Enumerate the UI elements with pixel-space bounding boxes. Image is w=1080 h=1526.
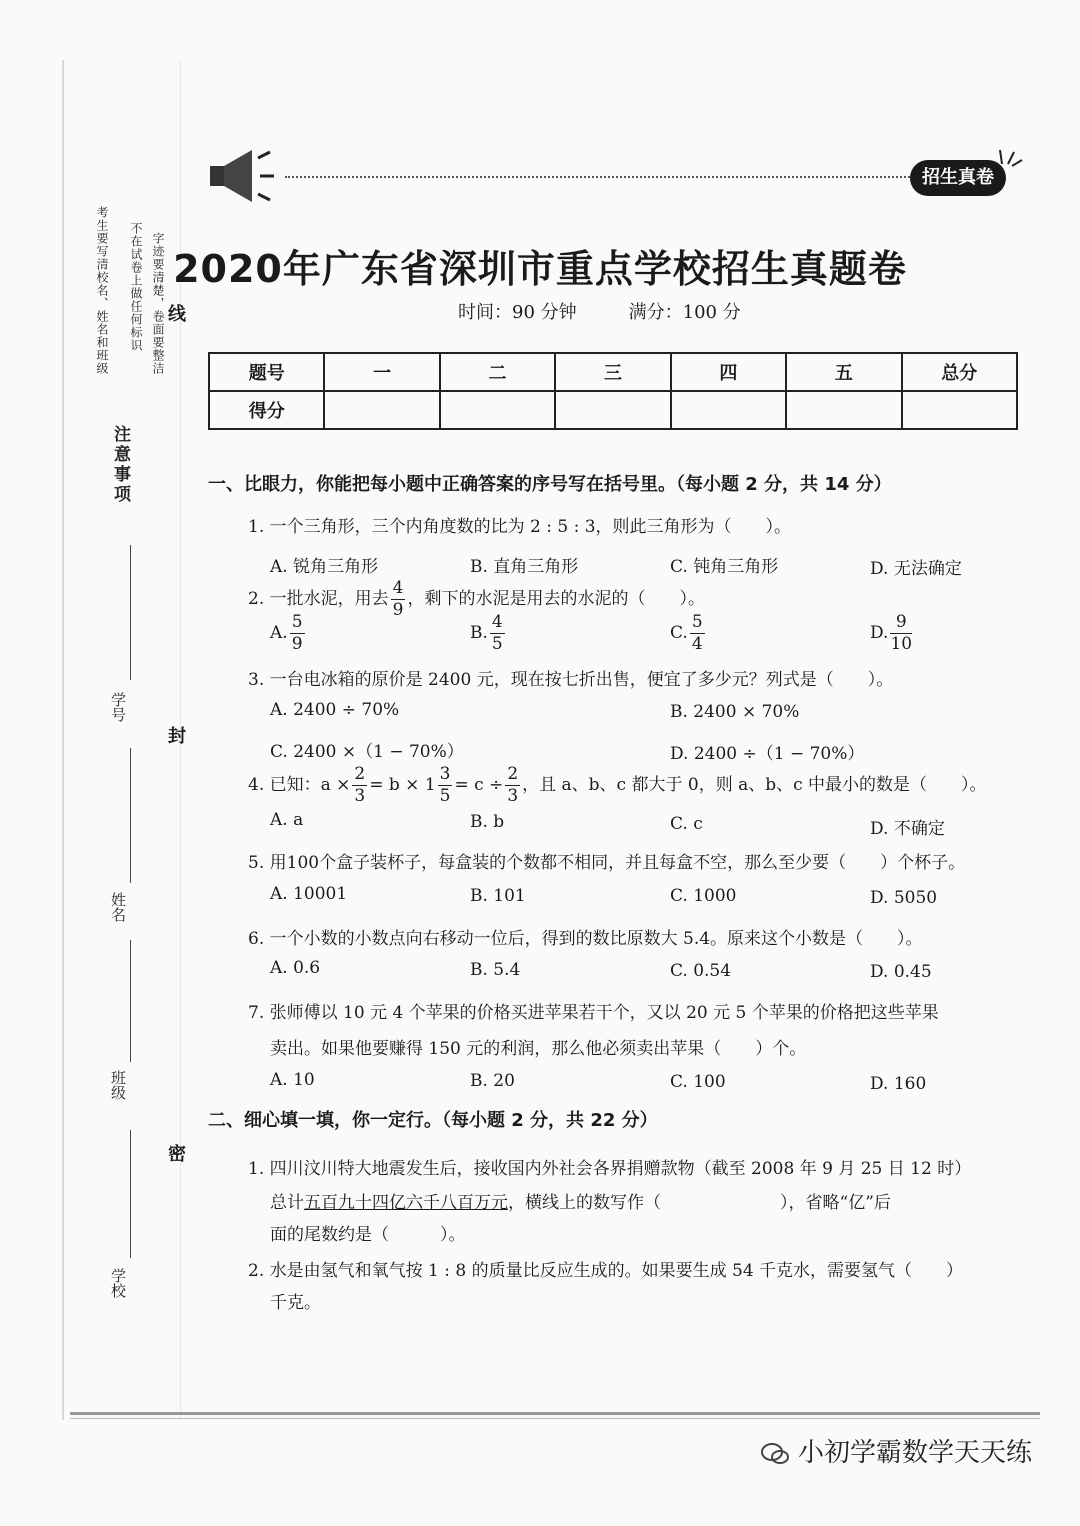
frac-den: 3 [354,786,366,806]
option-label: C. [670,623,688,643]
notes-title: 注意事项 [110,425,130,505]
page-title: 2020年广东省深圳市重点学校招生真题卷 [173,247,907,291]
q2-text-pre: 2. 一批水泥，用去 [248,589,389,609]
q7-option-b[interactable]: B. 20 [470,1071,515,1091]
q7-option-d[interactable]: D. 160 [870,1074,927,1094]
s2-q1-underlined: 五百九十四亿六千八百万元 [304,1193,508,1213]
q2-fraction [391,580,406,619]
score-table [208,352,1018,430]
score-cell: 得分 [209,391,324,429]
frac-den: 5 [439,786,451,806]
q4-option-d[interactable]: D. 不确定 [870,819,945,839]
frac-num: 5 [691,612,703,632]
s2-question-1-line-1: 1. 四川汶川特大地震发生后，接收国内外社会各界捐赠款物（截至 2008 年 9 月 25 日 12 时） [248,1159,972,1179]
q6-option-d[interactable]: D. 0.45 [870,962,932,982]
field-line-student-id [130,545,131,680]
q3-option-d[interactable]: D. 2400 ÷（1 − 70%） [670,744,865,764]
q3-option-a[interactable]: A. 2400 ÷ 70% [270,700,400,720]
q7-option-a[interactable]: A. 10 [270,1070,315,1090]
exam-time: 时间：90 分钟 [458,302,577,323]
seal-char-seal: 封 [168,726,186,747]
question-3: 3. 一台电冰箱的原价是 2400 元，现在按七折出售，便宜了多少元？列式是（ ）。 [248,670,894,690]
q4-fraction-2 [438,766,453,805]
note-line-2: 不在试卷上做任何标识 [129,222,143,352]
field-label-student-id: 学号 [109,692,127,722]
q7-option-c[interactable]: C. 100 [670,1072,726,1092]
q6-option-a[interactable]: A. 0.6 [270,958,321,978]
q4-option-b[interactable]: B. b [470,812,505,832]
s2-question-2-line-2: 千克。 [270,1293,321,1313]
option-fraction [890,614,912,653]
frac-num: 4 [491,612,503,632]
question-1: 1. 一个三角形，三个内角度数的比为 2 : 5 : 3，则此三角形为（ ）。 [248,517,792,537]
q2-option-d[interactable] [870,614,914,653]
q3-option-b[interactable]: B. 2400 × 70% [670,702,800,722]
q4-option-c[interactable]: C. c [670,814,703,834]
option-label: A. [270,623,288,643]
burst-icon [996,146,1024,168]
q5-option-b[interactable]: B. 101 [470,886,526,906]
q4-option-a[interactable]: A. a [270,810,304,830]
option-fraction [490,614,505,653]
field-label-school: 学校 [109,1268,127,1298]
q5-option-c[interactable]: C. 1000 [670,886,737,906]
q1-option-d[interactable]: D. 无法确定 [870,559,962,579]
q1-option-a[interactable]: A. 锐角三角形 [270,557,379,577]
score-cell: 三 [555,353,670,391]
score-input-cell[interactable] [902,391,1017,429]
watermark-text: 小初学霸数学天天练 [798,1438,1033,1468]
score-input-cell[interactable] [440,391,555,429]
q2-option-b[interactable] [470,614,507,653]
score-cell: 总分 [902,353,1017,391]
score-input-cell[interactable] [324,391,439,429]
note-line-1: 考生要写清校名、姓名和班级 [95,206,109,375]
q2-frac-num: 4 [392,578,404,598]
option-fraction [690,614,705,653]
exam-full-score: 满分：100 分 [628,302,741,323]
s2-question-2-line-1: 2. 水是由氢气和氧气按 1 : 8 的质量比反应生成的。如果要生成 54 千克水，需要氢气（ ） [248,1261,964,1281]
score-cell: 一 [324,353,439,391]
q2-text-post: ，剩下的水泥是用去的水泥的（ ）。 [407,589,705,609]
score-input-cell[interactable] [555,391,670,429]
frac-den: 4 [691,634,703,654]
q3-option-c[interactable]: C. 2400 ×（1 − 70%） [270,742,464,762]
q4-part-2: = b × 1 [369,775,436,795]
score-cell: 五 [786,353,901,391]
watermark [760,1432,1032,1469]
q4-part-4: ，且 a、b、c 都大于 0，则 a、b、c 中最小的数是（ ）。 [522,775,987,795]
score-input-cell[interactable] [671,391,786,429]
question-7-line-1: 7. 张师傅以 10 元 4 个苹果的价格买进苹果若干个，又以 20 元 5 个苹果的价格把这些苹果 [248,1003,939,1023]
q2-frac-den: 9 [392,600,404,620]
q1-option-c[interactable]: C. 钝角三角形 [670,557,779,577]
option-fraction [290,614,305,653]
q5-option-a[interactable]: A. 10001 [270,884,348,904]
frac-den: 9 [291,634,303,654]
seal-char-secret: 密 [168,1144,186,1165]
field-line-school [130,1130,131,1258]
frac-den: 10 [890,634,913,654]
frac-num: 5 [291,612,303,632]
field-line-class [130,940,131,1062]
q5-option-d[interactable]: D. 5050 [870,888,938,908]
note-line-3: 字迹要清楚，卷面要整洁 [151,232,165,375]
s2-question-1-line-3: 面的尾数约是（ ）。 [270,1225,466,1245]
footer-rule-thin [70,1418,1040,1419]
exam-badge: 招生真卷 [910,160,1006,196]
speaker-icon [208,148,278,204]
section2-title: 二、细心填一填，你一定行。（每小题 2 分，共 22 分） [208,1110,658,1131]
footer-rule [70,1412,1040,1415]
frac-num: 2 [354,764,366,784]
s2-question-1-line-2 [270,1188,891,1213]
q4-fraction-3 [505,766,520,805]
seal-char-line: 线 [168,304,186,325]
score-cell: 题号 [209,353,324,391]
q6-option-b[interactable]: B. 5.4 [470,960,521,980]
score-table-header-row [209,353,1017,391]
question-7-line-2: 卖出。如果他要赚得 150 元的利润，那么他必须卖出苹果（ ）个。 [270,1039,807,1059]
header-dotted-line [285,176,910,178]
q4-part-1: 4. 已知：a × [248,775,351,795]
frac-den: 3 [507,786,519,806]
frac-den: 5 [491,634,503,654]
question-5: 5. 用100个盒子装杯子，每盒装的个数都不相同，并且每盒不空，那么至少要（ ）个杯子。 [248,853,966,873]
q1-option-b[interactable]: B. 直角三角形 [470,557,579,577]
question-6: 6. 一个小数的小数点向右移动一位后，得到的数比原数大 5.4。原来这个小数是（ ）。 [248,929,923,949]
field-label-class: 班级 [109,1070,127,1100]
score-cell: 二 [440,353,555,391]
score-table-score-row [209,391,1017,429]
frac-num: 9 [890,614,912,634]
exam-info [458,298,793,324]
q2-option-a[interactable] [270,614,307,653]
wechat-icon [760,1441,790,1467]
option-label: D. [870,623,889,643]
q4-part-3: = c ÷ [454,775,504,795]
field-line-name [130,748,131,883]
question-4 [248,766,987,805]
s2-q1-pre: 总计 [270,1193,304,1213]
q2-option-c[interactable] [670,614,707,653]
option-label: B. [470,623,488,643]
frac-num: 2 [507,764,519,784]
field-label-name: 姓名 [109,892,127,922]
score-input-cell[interactable] [786,391,901,429]
score-cell: 四 [671,353,786,391]
section1-title: 一、比眼力，你能把每小题中正确答案的序号写在括号里。（每小题 2 分，共 14 分） [208,474,892,495]
q4-fraction-1 [352,766,367,805]
s2-q1-post: ，横线上的数写作（ ），省略“亿”后 [508,1193,891,1213]
q6-option-c[interactable]: C. 0.54 [670,961,732,981]
frac-num: 3 [439,764,451,784]
